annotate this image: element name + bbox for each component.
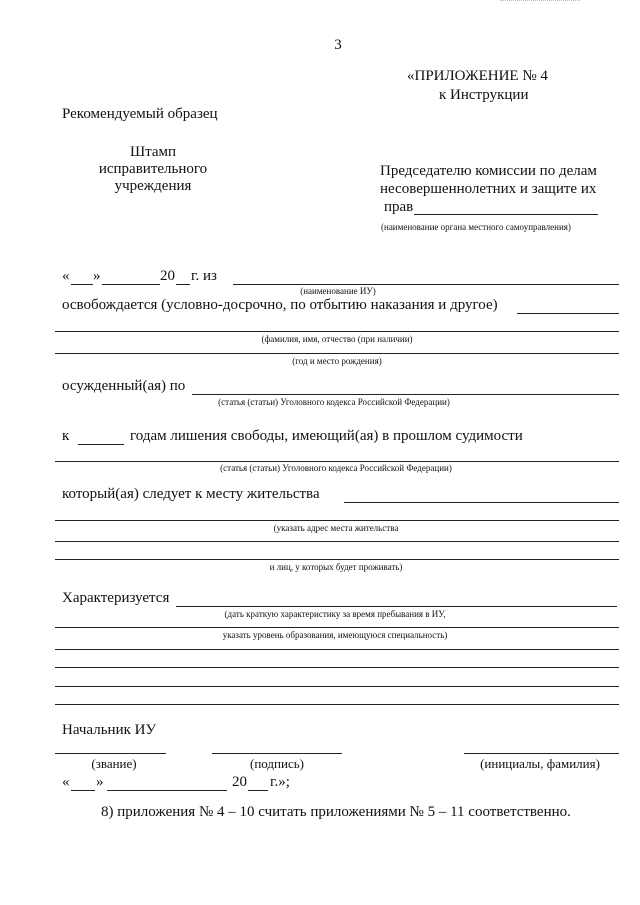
page-number: 3 — [334, 37, 342, 53]
addressee-blank[interactable] — [414, 214, 598, 215]
convicted-article-caption: (статья (статьи) Уголовного кодекса Российской Федерации) — [218, 397, 450, 407]
addressee-caption: (наименование органа местного самоуправления) — [381, 222, 571, 232]
addressee-line-2: несовершеннолетних и защите их — [380, 181, 597, 197]
address-blank-2[interactable] — [55, 541, 619, 542]
rank-caption: (звание) — [91, 756, 137, 771]
name-caption: (инициалы, фамилия) — [480, 756, 600, 771]
characteristic-blank-2[interactable] — [55, 627, 619, 628]
release-day-blank[interactable] — [71, 284, 93, 285]
prior-article-caption: (статья (статьи) Уголовного кодекса Российской Федерации) — [220, 463, 452, 473]
characteristic-blank-6[interactable] — [55, 704, 619, 705]
release-month-blank[interactable] — [102, 284, 160, 285]
date-year-blank[interactable] — [248, 790, 268, 791]
sentence-text: годам лишения свободы, имеющий(ая) в прошлом судимости — [130, 428, 523, 444]
fio-blank[interactable] — [55, 331, 619, 332]
release-quote-close: » — [93, 268, 101, 284]
prior-conviction-blank[interactable] — [55, 461, 619, 462]
recommended-sample-label: Рекомендуемый образец — [62, 106, 218, 122]
addressee-line-1: Председателю комиссии по делам — [380, 163, 597, 179]
appendix-subtitle: к Инструкции — [439, 87, 529, 103]
destination-label: который(ая) следует к месту жительства — [62, 486, 320, 502]
head-of-iu-label: Начальник ИУ — [62, 722, 157, 738]
characteristic-blank-5[interactable] — [55, 686, 619, 687]
characteristic-label: Характеризуется — [62, 590, 170, 606]
stamp-line-3: учреждения — [114, 178, 192, 194]
stamp-line-1: Штамп — [129, 144, 177, 160]
addressee-line-3: прав — [384, 199, 414, 215]
birth-blank[interactable] — [55, 353, 619, 354]
footer-note: 8) приложения № 4 – 10 считать приложениями № 5 – 11 соответственно. — [101, 804, 571, 820]
release-text: освобождается (условно-досрочно, по отбытию наказания и другое) — [62, 297, 498, 313]
date-quote-open: « — [62, 774, 70, 790]
characteristic-blank-4[interactable] — [55, 667, 619, 668]
release-quote-open: « — [62, 268, 70, 284]
release-year-blank[interactable] — [176, 284, 190, 285]
scan-edge-mark — [500, 0, 580, 4]
name-blank[interactable] — [464, 753, 619, 754]
fio-caption: (фамилия, имя, отчество (при наличии) — [261, 334, 413, 344]
iu-name-blank[interactable] — [233, 284, 619, 285]
release-year-prefix: 20 — [160, 268, 175, 284]
sentence-years-blank[interactable] — [78, 444, 124, 445]
release-year-suffix: г. из — [191, 268, 217, 284]
date-year-prefix: 20 — [232, 774, 247, 790]
appendix-title: «ПРИЛОЖЕНИЕ № 4 — [407, 68, 548, 84]
persons-blank[interactable] — [55, 559, 619, 560]
iu-name-caption: (наименование ИУ) — [300, 286, 376, 296]
date-quote-close: » — [96, 774, 104, 790]
address-caption: (указать адрес места жительства — [273, 523, 399, 533]
characteristic-caption-2: указать уровень образования, имеющуюся специальность) — [222, 630, 448, 640]
characteristic-blank[interactable] — [176, 606, 617, 607]
signature-caption: (подпись) — [250, 756, 304, 771]
persons-caption: и лиц, у которых будет проживать) — [269, 562, 403, 572]
convicted-label: осужденный(ая) по — [62, 378, 186, 394]
characteristic-blank-3[interactable] — [55, 649, 619, 650]
signature-blank[interactable] — [212, 753, 342, 754]
convicted-article-blank[interactable] — [192, 394, 619, 395]
destination-blank[interactable] — [344, 502, 619, 503]
stamp-line-2: исправительного — [98, 161, 208, 177]
date-month-blank[interactable] — [107, 790, 227, 791]
release-type-blank[interactable] — [517, 313, 619, 314]
address-blank[interactable] — [55, 520, 619, 521]
date-day-blank[interactable] — [71, 790, 95, 791]
characteristic-caption-1: (дать краткую характеристику за время пребывания в ИУ, — [224, 609, 446, 619]
sentence-prefix: к — [62, 428, 70, 444]
rank-blank[interactable] — [55, 753, 166, 754]
date-year-suffix: г.»; — [270, 774, 290, 790]
birth-caption: (год и место рождения) — [292, 356, 382, 366]
